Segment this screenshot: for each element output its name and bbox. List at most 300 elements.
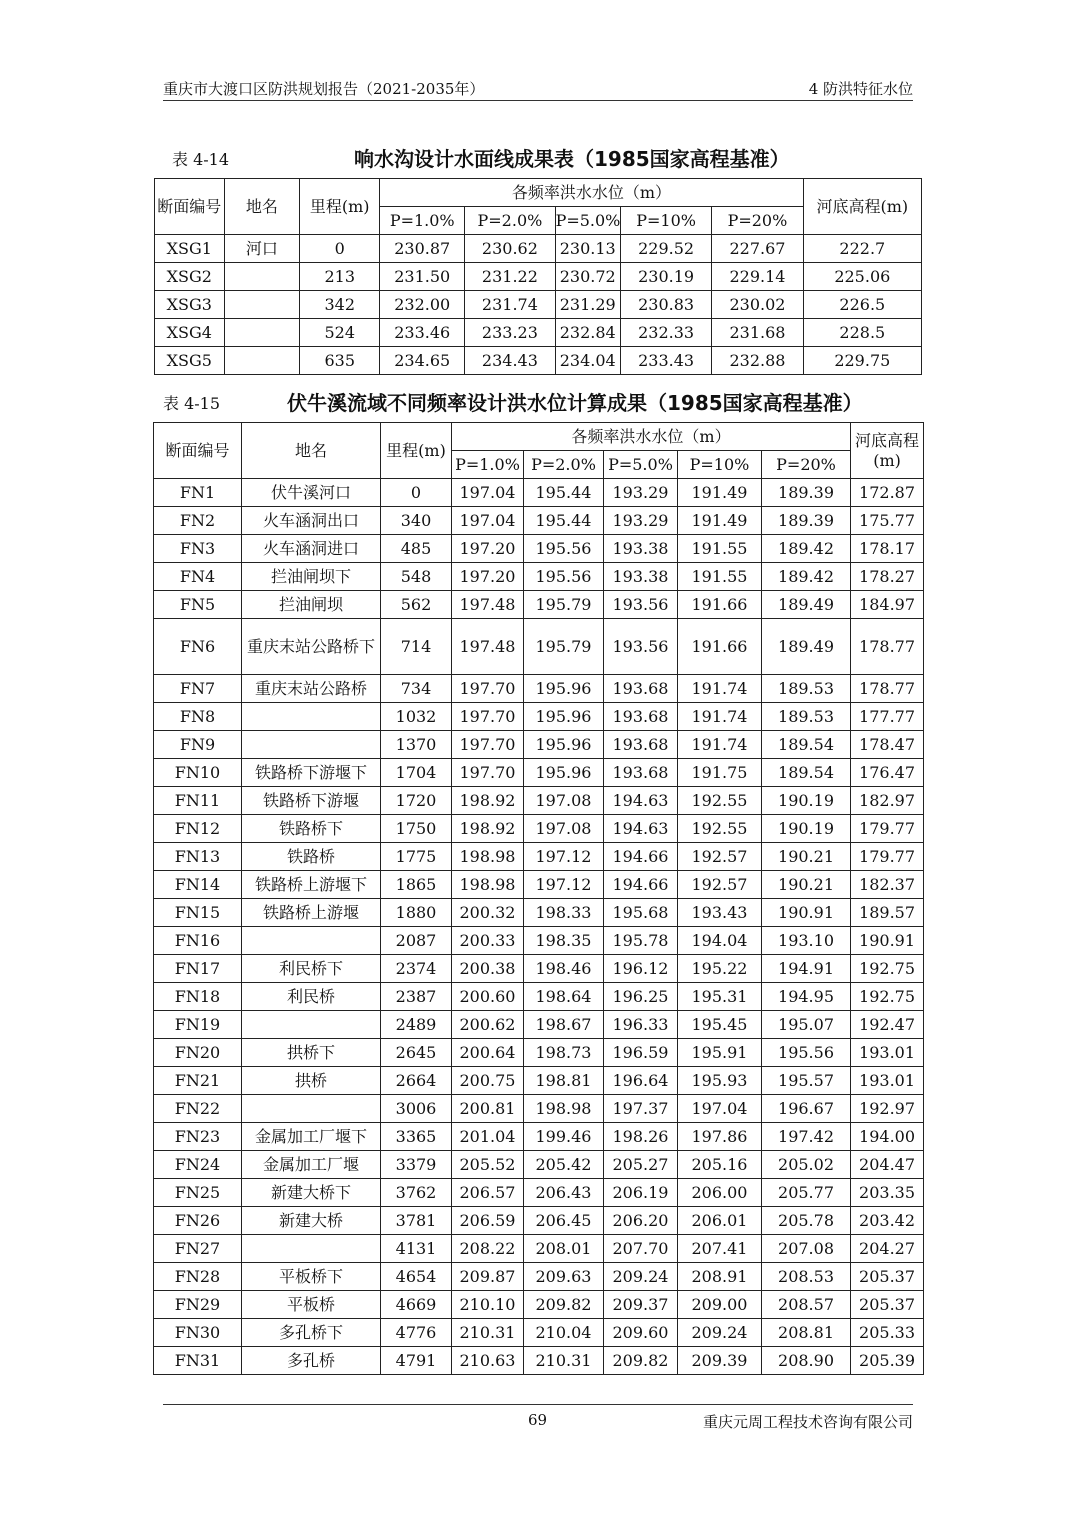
table-cell: 203.35 <box>851 1179 924 1207</box>
table-cell: 206.20 <box>604 1207 678 1235</box>
table-cell: 230.02 <box>712 291 803 319</box>
table-cell: 234.04 <box>555 347 620 375</box>
table-cell: FN6 <box>154 619 242 675</box>
table-cell: FN12 <box>154 815 242 843</box>
table-cell: 524 <box>300 319 380 347</box>
table-cell: 195.96 <box>524 731 604 759</box>
table-row <box>154 535 924 563</box>
table-cell: 210.04 <box>524 1319 604 1347</box>
table-cell: 197.70 <box>452 731 524 759</box>
table-cell: 196.64 <box>604 1067 678 1095</box>
table-row <box>154 507 924 535</box>
table-cell: 229.52 <box>620 235 711 263</box>
table-cell: 192.57 <box>678 843 762 871</box>
table-cell <box>224 263 300 291</box>
table-cell: 208.22 <box>452 1235 524 1263</box>
table-cell: 209.63 <box>524 1263 604 1291</box>
table-cell: 3781 <box>381 1207 452 1235</box>
table-cell <box>224 291 300 319</box>
table-row <box>154 1235 924 1263</box>
table2-header-name: 地名 <box>242 423 381 479</box>
table-cell: 重庆末站公路桥 <box>242 675 381 703</box>
table-cell: 193.01 <box>851 1039 924 1067</box>
table-cell: 193.38 <box>604 535 678 563</box>
table1-header-freq: 各频率洪水水位（m） <box>380 179 803 207</box>
table-cell: 196.33 <box>604 1011 678 1039</box>
table-cell: 189.42 <box>762 535 851 563</box>
table1-header-freq-1: P=2.0% <box>465 207 555 235</box>
table-cell: FN18 <box>154 983 242 1011</box>
table-cell: 209.87 <box>452 1263 524 1291</box>
table-row <box>154 1123 924 1151</box>
table-row <box>154 1011 924 1039</box>
table-cell: 拱桥 <box>242 1067 381 1095</box>
table-cell: FN10 <box>154 759 242 787</box>
table-cell: 198.98 <box>452 871 524 899</box>
table-cell: 230.62 <box>465 235 555 263</box>
table-cell: 209.82 <box>524 1291 604 1319</box>
table-row <box>154 1095 924 1123</box>
table-cell: 205.52 <box>452 1151 524 1179</box>
table-cell: 1865 <box>381 871 452 899</box>
table-cell: 232.33 <box>620 319 711 347</box>
table-row <box>154 675 924 703</box>
table-cell: 189.53 <box>762 703 851 731</box>
table-row <box>154 731 924 759</box>
table-cell: 198.73 <box>524 1039 604 1067</box>
table-cell: 190.91 <box>762 899 851 927</box>
table-cell <box>224 347 300 375</box>
table-cell: 197.08 <box>524 815 604 843</box>
table-row <box>154 619 924 675</box>
table-cell: 198.26 <box>604 1123 678 1151</box>
table2 <box>153 422 924 1375</box>
table-cell: 197.08 <box>524 787 604 815</box>
table-cell: 205.27 <box>604 1151 678 1179</box>
table-cell: 191.49 <box>678 507 762 535</box>
table-cell: FN20 <box>154 1039 242 1067</box>
table-cell: 172.87 <box>851 479 924 507</box>
table-cell: 194.63 <box>604 815 678 843</box>
table1-header-freq-4: P=20% <box>712 207 803 235</box>
table-cell: 208.81 <box>762 1319 851 1347</box>
table-cell: 203.42 <box>851 1207 924 1235</box>
table-cell: 197.20 <box>452 563 524 591</box>
table-cell: 金属加工厂堰下 <box>242 1123 381 1151</box>
table-cell: 195.56 <box>524 563 604 591</box>
table-cell: 198.92 <box>452 815 524 843</box>
table-cell: 189.53 <box>762 675 851 703</box>
header-chapter: 4 防洪特征水位 <box>808 80 913 98</box>
table-cell: FN30 <box>154 1319 242 1347</box>
table-cell: 222.7 <box>803 235 921 263</box>
table-cell: 342 <box>300 291 380 319</box>
table-cell: 192.55 <box>678 815 762 843</box>
table-cell: 210.10 <box>452 1291 524 1319</box>
table-cell: 198.92 <box>452 787 524 815</box>
table-cell: 0 <box>381 479 452 507</box>
table-cell: FN21 <box>154 1067 242 1095</box>
table-row <box>154 871 924 899</box>
table-cell: 4791 <box>381 1347 452 1375</box>
table-cell: 231.68 <box>712 319 803 347</box>
table-cell: 233.43 <box>620 347 711 375</box>
table-cell: 233.46 <box>380 319 465 347</box>
table1-header-mileage: 里程(m) <box>300 179 380 235</box>
table-cell: 232.00 <box>380 291 465 319</box>
table-cell: 230.87 <box>380 235 465 263</box>
table-cell: 铁路桥上游堰下 <box>242 871 381 899</box>
table-cell: 232.88 <box>712 347 803 375</box>
table-cell: 205.33 <box>851 1319 924 1347</box>
table-cell: 209.00 <box>678 1291 762 1319</box>
table1-title: 响水沟设计水面线成果表（1985国家高程基准） <box>354 147 790 171</box>
table-cell: 200.33 <box>452 927 524 955</box>
table-cell: 2387 <box>381 983 452 1011</box>
table-cell: 193.68 <box>604 675 678 703</box>
table-row <box>154 899 924 927</box>
table2-header-freq-3: P=10% <box>678 451 762 479</box>
table-cell: 234.65 <box>380 347 465 375</box>
table-cell: 1775 <box>381 843 452 871</box>
table-cell: 191.74 <box>678 675 762 703</box>
table-cell: 196.67 <box>762 1095 851 1123</box>
table-cell: 195.44 <box>524 479 604 507</box>
table-row <box>154 955 924 983</box>
table-cell: 197.37 <box>604 1095 678 1123</box>
table-cell: 230.13 <box>555 235 620 263</box>
table-cell: FN7 <box>154 675 242 703</box>
table-row <box>154 843 924 871</box>
table-row <box>154 1179 924 1207</box>
table-cell: 197.70 <box>452 675 524 703</box>
table-cell: 1032 <box>381 703 452 731</box>
table-row <box>154 787 924 815</box>
table-cell: 208.57 <box>762 1291 851 1319</box>
table-cell: 210.63 <box>452 1347 524 1375</box>
table-cell <box>242 1011 381 1039</box>
table-cell: XSG5 <box>155 347 225 375</box>
table-cell: 平板桥 <box>242 1291 381 1319</box>
table-cell: 207.70 <box>604 1235 678 1263</box>
table2-title: 伏牛溪流域不同频率设计洪水位计算成果（1985国家高程基准） <box>287 391 863 415</box>
table-cell: 210.31 <box>524 1347 604 1375</box>
table-cell: 206.45 <box>524 1207 604 1235</box>
table-cell: 3762 <box>381 1179 452 1207</box>
table-cell: 197.42 <box>762 1123 851 1151</box>
table-cell: 193.68 <box>604 731 678 759</box>
table-cell: 178.27 <box>851 563 924 591</box>
table-cell: 178.77 <box>851 619 924 675</box>
table-cell: 193.56 <box>604 619 678 675</box>
table-row <box>155 235 922 263</box>
table-row <box>154 1039 924 1067</box>
table-cell: 189.39 <box>762 479 851 507</box>
table-row <box>154 1207 924 1235</box>
table-cell: 190.21 <box>762 843 851 871</box>
table-cell: 207.08 <box>762 1235 851 1263</box>
table-cell: 206.43 <box>524 1179 604 1207</box>
table-row <box>155 347 922 375</box>
table-cell: 208.91 <box>678 1263 762 1291</box>
table-cell: 铁路桥下游堰 <box>242 787 381 815</box>
table-cell: 2645 <box>381 1039 452 1067</box>
table-cell: XSG2 <box>155 263 225 291</box>
table1-header-freq-3: P=10% <box>620 207 711 235</box>
table-cell: 176.47 <box>851 759 924 787</box>
table-cell: 利民桥 <box>242 983 381 1011</box>
table-cell: 197.12 <box>524 871 604 899</box>
table-cell: 4654 <box>381 1263 452 1291</box>
table-row <box>155 291 922 319</box>
table-cell: 200.75 <box>452 1067 524 1095</box>
table1-header-name: 地名 <box>224 179 300 235</box>
table-cell: 208.53 <box>762 1263 851 1291</box>
table-cell: XSG3 <box>155 291 225 319</box>
table1-number: 表 4-14 <box>172 150 230 169</box>
table-cell: 2489 <box>381 1011 452 1039</box>
table-cell: 198.46 <box>524 955 604 983</box>
table-cell: 194.04 <box>678 927 762 955</box>
table-cell <box>242 731 381 759</box>
table-cell: 多孔桥 <box>242 1347 381 1375</box>
table-cell: 193.56 <box>604 591 678 619</box>
table1-caption <box>172 144 912 174</box>
table-cell <box>242 703 381 731</box>
table-row <box>154 563 924 591</box>
table-cell: 198.67 <box>524 1011 604 1039</box>
table-cell: 195.79 <box>524 619 604 675</box>
table-row <box>154 1067 924 1095</box>
table-cell: 189.54 <box>762 759 851 787</box>
table-cell: 196.25 <box>604 983 678 1011</box>
table-cell: 4669 <box>381 1291 452 1319</box>
table-cell: 191.55 <box>678 563 762 591</box>
table-cell: 3365 <box>381 1123 452 1151</box>
table-cell: 175.77 <box>851 507 924 535</box>
table-cell: 197.04 <box>452 507 524 535</box>
table-row <box>154 591 924 619</box>
table-cell: 3379 <box>381 1151 452 1179</box>
table-cell: 714 <box>381 619 452 675</box>
table-cell: 197.48 <box>452 619 524 675</box>
table-cell: 206.00 <box>678 1179 762 1207</box>
table-cell: FN3 <box>154 535 242 563</box>
table-cell: 198.33 <box>524 899 604 927</box>
table-cell: 197.48 <box>452 591 524 619</box>
table-cell: 231.50 <box>380 263 465 291</box>
table-cell: 新建大桥 <box>242 1207 381 1235</box>
table-cell: 铁路桥下 <box>242 815 381 843</box>
table-cell: 194.91 <box>762 955 851 983</box>
table-cell: 193.38 <box>604 563 678 591</box>
table-cell: FN26 <box>154 1207 242 1235</box>
table-cell: 铁路桥上游堰 <box>242 899 381 927</box>
table-cell: 190.91 <box>851 927 924 955</box>
table-cell: FN19 <box>154 1011 242 1039</box>
table-cell: 184.97 <box>851 591 924 619</box>
table-cell: FN27 <box>154 1235 242 1263</box>
table-cell: FN31 <box>154 1347 242 1375</box>
table-cell: 4131 <box>381 1235 452 1263</box>
table-cell: 2087 <box>381 927 452 955</box>
table-cell: 209.24 <box>604 1263 678 1291</box>
table-cell: 548 <box>381 563 452 591</box>
table-cell: 206.57 <box>452 1179 524 1207</box>
table-cell: 河口 <box>224 235 300 263</box>
table1 <box>154 178 922 375</box>
table1-header-bed: 河底高程(m) <box>803 179 921 235</box>
table-cell: 209.82 <box>604 1347 678 1375</box>
table-cell: 195.96 <box>524 703 604 731</box>
table-cell: 194.66 <box>604 871 678 899</box>
table-cell: 195.56 <box>762 1039 851 1067</box>
table-cell: 191.74 <box>678 731 762 759</box>
table-cell: 191.49 <box>678 479 762 507</box>
footer-company: 重庆元周工程技术咨询有限公司 <box>702 1413 913 1431</box>
table-cell: FN22 <box>154 1095 242 1123</box>
table-cell: 伏牛溪河口 <box>242 479 381 507</box>
table-row <box>154 1151 924 1179</box>
table-cell: 193.29 <box>604 507 678 535</box>
table-cell: 火车涵洞进口 <box>242 535 381 563</box>
table-cell: 205.16 <box>678 1151 762 1179</box>
table-cell: FN11 <box>154 787 242 815</box>
table-row <box>155 319 922 347</box>
table-cell: 197.86 <box>678 1123 762 1151</box>
table-cell: 重庆末站公路桥下 <box>242 619 381 675</box>
table-cell: 194.00 <box>851 1123 924 1151</box>
table-cell: 204.27 <box>851 1235 924 1263</box>
table-cell: XSG4 <box>155 319 225 347</box>
table-row <box>154 983 924 1011</box>
table-cell: FN16 <box>154 927 242 955</box>
table-cell: 195.96 <box>524 759 604 787</box>
table-cell: 200.62 <box>452 1011 524 1039</box>
table-cell: 197.70 <box>452 759 524 787</box>
table2-header-freq: 各频率洪水水位（m） <box>452 423 851 451</box>
table-cell: 195.79 <box>524 591 604 619</box>
table-cell: 179.77 <box>851 815 924 843</box>
table-cell: 178.77 <box>851 675 924 703</box>
page-header <box>163 72 913 101</box>
table-cell: 195.57 <box>762 1067 851 1095</box>
table-cell: FN15 <box>154 899 242 927</box>
table-cell: 新建大桥下 <box>242 1179 381 1207</box>
header-report-title: 重庆市大渡口区防洪规划报告（2021-2035年） <box>163 80 485 98</box>
table-cell: 190.19 <box>762 787 851 815</box>
table-cell: 195.78 <box>604 927 678 955</box>
table-cell: 209.39 <box>678 1347 762 1375</box>
table2-header-section: 断面编号 <box>154 423 242 479</box>
table-cell: 191.74 <box>678 703 762 731</box>
table-cell: 194.95 <box>762 983 851 1011</box>
table-cell: FN29 <box>154 1291 242 1319</box>
table-cell: 铁路桥下游堰下 <box>242 759 381 787</box>
table-cell: 204.47 <box>851 1151 924 1179</box>
table-cell: 192.75 <box>851 955 924 983</box>
table-cell: 198.98 <box>452 843 524 871</box>
table-cell: FN28 <box>154 1263 242 1291</box>
table-cell: 0 <box>300 235 380 263</box>
table-cell: 191.66 <box>678 591 762 619</box>
table-cell: 229.75 <box>803 347 921 375</box>
table-cell: FN5 <box>154 591 242 619</box>
table-cell: 192.55 <box>678 787 762 815</box>
table-cell: 205.39 <box>851 1347 924 1375</box>
table2-header-mileage: 里程(m) <box>381 423 452 479</box>
table2-header-freq-2: P=5.0% <box>604 451 678 479</box>
table-cell: 3006 <box>381 1095 452 1123</box>
table-cell: 191.75 <box>678 759 762 787</box>
table-cell: 195.56 <box>524 535 604 563</box>
table-cell: FN1 <box>154 479 242 507</box>
table-row <box>154 1263 924 1291</box>
table-cell: 195.68 <box>604 899 678 927</box>
table-cell: 191.66 <box>678 619 762 675</box>
table-cell: 铁路桥 <box>242 843 381 871</box>
table-cell: 191.55 <box>678 535 762 563</box>
table-row <box>154 1319 924 1347</box>
table-cell: 208.90 <box>762 1347 851 1375</box>
table-cell: 182.97 <box>851 787 924 815</box>
table-cell: 207.41 <box>678 1235 762 1263</box>
table-cell: 208.01 <box>524 1235 604 1263</box>
table-cell: 193.01 <box>851 1067 924 1095</box>
table-cell: 229.14 <box>712 263 803 291</box>
table-cell: 206.01 <box>678 1207 762 1235</box>
table-cell: 200.64 <box>452 1039 524 1067</box>
table-cell: 193.68 <box>604 759 678 787</box>
table-cell: 198.98 <box>524 1095 604 1123</box>
table-row <box>154 927 924 955</box>
table-cell: 179.77 <box>851 843 924 871</box>
table-cell: 1750 <box>381 815 452 843</box>
table-cell: 182.37 <box>851 871 924 899</box>
table-cell: 230.19 <box>620 263 711 291</box>
table-cell: 1704 <box>381 759 452 787</box>
table-cell: 192.97 <box>851 1095 924 1123</box>
table-cell: FN8 <box>154 703 242 731</box>
table-cell: 230.72 <box>555 263 620 291</box>
table1-header-freq-2: P=5.0% <box>555 207 620 235</box>
table-cell: 234.43 <box>465 347 555 375</box>
table-cell: 340 <box>381 507 452 535</box>
table-cell: 200.32 <box>452 899 524 927</box>
table-cell: 198.81 <box>524 1067 604 1095</box>
table-cell: 231.29 <box>555 291 620 319</box>
table-cell: 206.19 <box>604 1179 678 1207</box>
table-cell: 205.37 <box>851 1263 924 1291</box>
table-cell: 205.37 <box>851 1291 924 1319</box>
table-cell: FN2 <box>154 507 242 535</box>
table-cell: 多孔桥下 <box>242 1319 381 1347</box>
table-cell: 189.49 <box>762 591 851 619</box>
table2-header-freq-4: P=20% <box>762 451 851 479</box>
table-cell: 635 <box>300 347 380 375</box>
table-cell <box>242 927 381 955</box>
table-cell: 196.59 <box>604 1039 678 1067</box>
table-cell: 拦油闸坝 <box>242 591 381 619</box>
table-cell: FN24 <box>154 1151 242 1179</box>
table-row <box>154 1291 924 1319</box>
table-cell: 194.66 <box>604 843 678 871</box>
table-cell: XSG1 <box>155 235 225 263</box>
table-cell: FN13 <box>154 843 242 871</box>
table-cell: 189.39 <box>762 507 851 535</box>
table-cell: 206.59 <box>452 1207 524 1235</box>
table-cell: 231.74 <box>465 291 555 319</box>
